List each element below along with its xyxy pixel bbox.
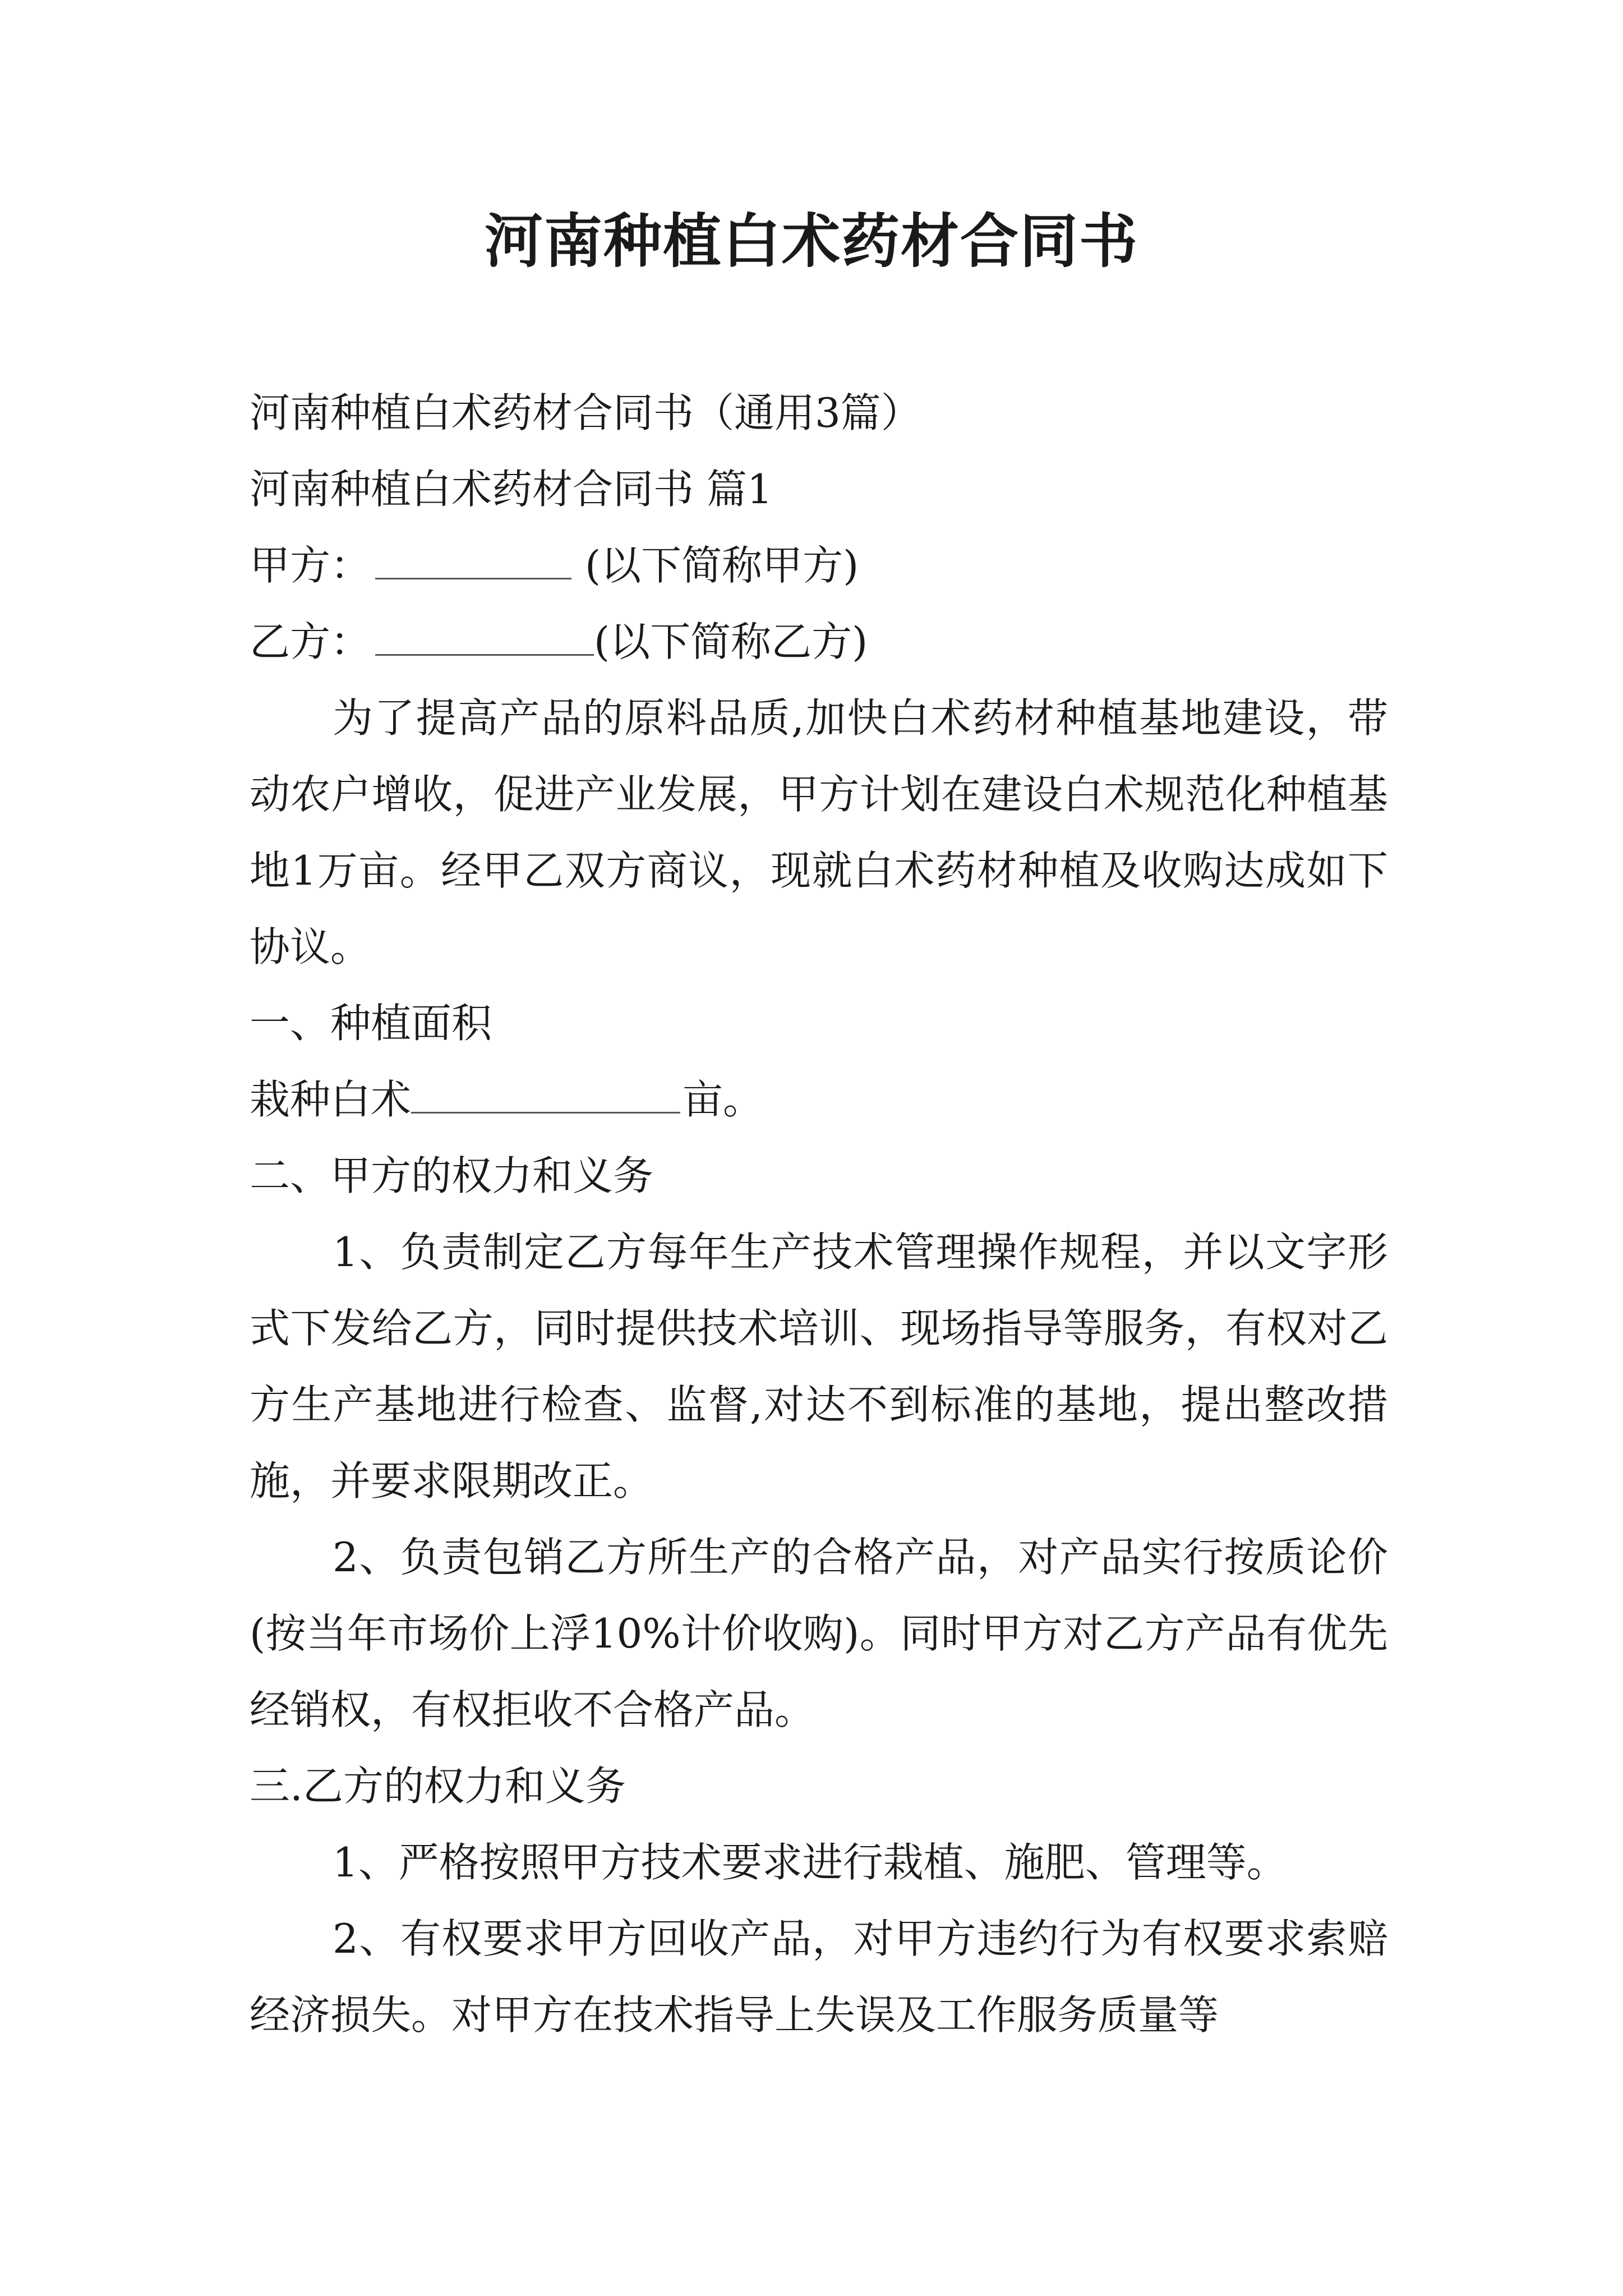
planting-area-suffix: 亩。 — [683, 1076, 764, 1123]
document-body — [250, 375, 1388, 2053]
party-b-line — [250, 604, 1388, 680]
section-2-item-2: 2、负责包销乙方所生产的合格产品，对产品实行按质论价(按当年市场价上浮10%计价收购)。同时甲方对乙方产品有优先经销权，有权拒收不合格产品。 — [250, 1534, 1388, 1733]
planting-area-line — [250, 1061, 1388, 1138]
party-a-line — [250, 527, 1388, 604]
section-3-item-1: 1、严格按照甲方技术要求进行栽植、施肥、管理等。 — [333, 1839, 1287, 1886]
section-heading: 河南种植白术药材合同书 篇1 — [250, 466, 773, 513]
section-2-heading: 二、甲方的权力和义务 — [250, 1152, 654, 1199]
section-2-item-1: 1、负责制定乙方每年生产技术管理操作规程，并以文字形式下发给乙方，同时提供技术培训、现场指导等服务，有权对乙方生产基地进行检查、监督,对达不到标准的基地，提出整改措施，并要求限期改正。 — [250, 1228, 1388, 1504]
planting-area-prefix: 栽种白术 — [250, 1076, 412, 1123]
planting-area-blank — [411, 1061, 680, 1114]
section-1-heading: 一、种植面积 — [250, 1000, 492, 1047]
party-a-suffix: (以下简称甲方) — [585, 542, 859, 589]
party-b-suffix: (以下简称乙方) — [594, 618, 868, 665]
party-a-label: 甲方： — [250, 542, 371, 589]
section-3-item-2: 2、有权要求甲方回收产品，对甲方违约行为有权要求索赔经济损失。对甲方在技术指导上失误及工作服务质量等 — [250, 1915, 1388, 2039]
party-b-label: 乙方： — [250, 618, 371, 665]
party-b-blank — [375, 604, 594, 656]
party-a-blank — [375, 527, 571, 579]
section-3-heading: 三.乙方的权力和义务 — [250, 1763, 626, 1810]
intro-paragraph: 为了提高产品的原料品质,加快白术药材种植基地建设，带动农户增收，促进产业发展，甲方计划在建设白术规范化种植基地1万亩。经甲乙双方商议，现就白术药材种植及收购达成如下协议。 — [250, 694, 1388, 970]
subtitle: 河南种植白术药材合同书（通用3篇） — [250, 389, 921, 436]
document-title: 河南种植白术药材合同书 — [484, 206, 1138, 275]
